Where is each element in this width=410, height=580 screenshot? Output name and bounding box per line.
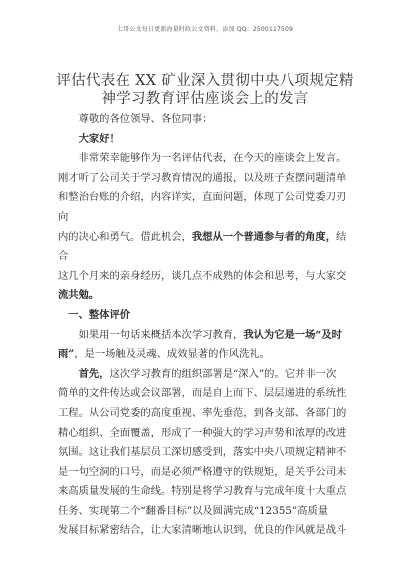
text-line: 发展目标紧密结合，让大家清晰地认识到，优良的作风就是战斗	[58, 524, 347, 537]
bold-phrase: 雨”	[58, 348, 75, 361]
title-line: 评估代表在 XX 矿业深入贯彻中央八项规定精	[56, 73, 354, 89]
text-line	[58, 326, 356, 346]
text-line: 是一句空洞的口号，而是必须严格遵守的铁规矩，是关乎公司未	[58, 465, 347, 478]
header-note: 七哥公文每日更新海量时政公文资料，添加 QQ：2500117509	[116, 26, 294, 33]
text-line	[58, 228, 356, 267]
text-line: 非常荣幸能够作为一名评估代表，在今天的座谈会上发言。	[78, 152, 347, 165]
paragraph-summary	[58, 326, 356, 365]
text-line: 这几个月来的亲身经历，谈几点不成熟的体会和思考，与大家交	[58, 269, 347, 282]
text-run: 如果用一句话来概括本次学习教育，	[78, 328, 244, 341]
text-line: 精心组织、全面覆盖，形成了一种强大的学习声势和浓厚的改进	[58, 426, 347, 439]
text-line: 刚才听了公司关于学习教育情况的通报，以及班子查摆问题清单	[58, 171, 347, 184]
bold-phrase: 我认为它是一场“及时	[243, 328, 342, 341]
section-heading: 一、整体评价	[68, 308, 131, 321]
text-run: 结合	[58, 230, 347, 263]
text-run: 内的决心和勇气。借此机会，	[58, 230, 192, 243]
bold-phrase: 首先，	[78, 367, 110, 380]
paragraph-intro	[58, 149, 356, 306]
document-body	[58, 110, 356, 541]
text-line: 工程。从公司党委的高度重视、率先垂范，到各支部、各部门的	[58, 406, 347, 419]
text-line: 氛围。这让我们基层员工深切感受到，落实中央八项规定精神不	[58, 446, 347, 459]
greeting: 大家好！	[78, 132, 120, 145]
salutation: 尊敬的各位领导、各位同事：	[78, 113, 213, 125]
text-line: 流共勉。	[58, 289, 100, 302]
text-line: 和整治台账的介绍，内容详实，直面问题，体现了公司党委刀刃向	[58, 191, 347, 223]
text-line: 来高质量发展的生命线。特别是将学习教育与完成年度十大重点	[58, 485, 347, 498]
text-line	[58, 365, 356, 385]
bold-phrase: 我想从一个普通参与者的角度，	[191, 230, 337, 243]
text-run: ，是一场触及灵魂、成效显著的作风洗礼。	[74, 348, 270, 361]
document-title	[48, 72, 362, 108]
text-run: 这次学习教育的组织部署是“深入”的。它并非一次	[109, 367, 337, 380]
text-line	[58, 345, 356, 365]
title-line: 神学习教育评估座谈会上的发言	[101, 91, 309, 107]
text-line: 任务、实现第二个“翻番目标”以及圆满完成“12355”高质量	[58, 504, 329, 517]
text-line: 简单的文件传达或会议部署，而是自上而下、层层递进的系统性	[58, 387, 347, 400]
paragraph-first-point	[58, 365, 356, 541]
